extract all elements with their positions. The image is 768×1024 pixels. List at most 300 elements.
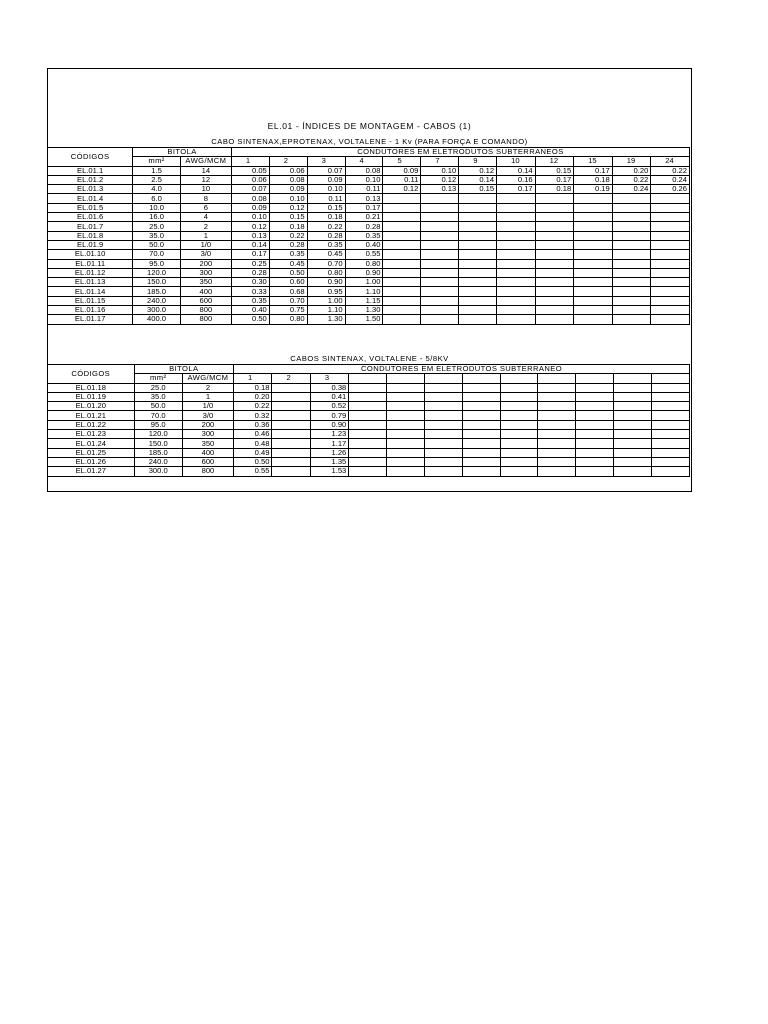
mm-cell[interactable]: 35.0 [134,392,182,401]
codes-header[interactable]: CÓDIGOS [48,365,135,384]
index-cell[interactable]: 0.36 [234,420,272,429]
mm-cell[interactable]: 240.0 [134,457,182,466]
index-cell[interactable]: 1.15 [345,296,383,305]
index-cell[interactable]: 0.90 [310,420,348,429]
index-cell[interactable] [421,306,459,315]
index-cell[interactable] [421,213,459,222]
conductor-count-header[interactable]: 10 [497,157,536,166]
index-cell[interactable] [421,296,459,305]
mm-cell[interactable]: 16.0 [133,213,181,222]
mm-cell[interactable]: 2.5 [133,175,181,184]
index-cell[interactable]: 1.10 [307,306,345,315]
index-cell[interactable] [497,240,536,249]
index-cell[interactable] [421,231,459,240]
index-cell[interactable] [614,448,652,457]
index-cell[interactable]: 0.11 [383,175,421,184]
index-cell[interactable]: 1.50 [345,315,383,324]
index-cell[interactable]: 0.12 [421,175,459,184]
conductor-count-header[interactable]: 24 [651,157,690,166]
index-cell[interactable] [576,392,614,401]
index-cell[interactable]: 0.45 [269,259,307,268]
code-cell[interactable]: EL.01.14 [48,287,133,296]
awg-cell[interactable]: 350 [180,278,231,287]
conductor-count-header[interactable]: 3 [307,157,345,166]
mm-cell[interactable]: 25.0 [134,383,182,392]
index-cell[interactable] [383,306,421,315]
index-cell[interactable] [535,240,574,249]
index-cell[interactable] [535,231,574,240]
index-cell[interactable]: 0.70 [269,296,307,305]
index-cell[interactable] [574,231,613,240]
index-cell[interactable]: 0.11 [307,194,345,203]
index-cell[interactable]: 0.80 [345,259,383,268]
mm-cell[interactable]: 300.0 [134,467,182,476]
index-cell[interactable] [538,430,576,439]
index-cell[interactable]: 0.18 [307,213,345,222]
index-cell[interactable]: 0.06 [269,166,307,175]
code-cell[interactable]: EL.01.8 [48,231,133,240]
index-cell[interactable] [421,250,459,259]
index-cell[interactable]: 0.28 [231,268,269,277]
index-cell[interactable]: 0.08 [269,175,307,184]
index-cell[interactable] [383,296,421,305]
index-cell[interactable] [651,259,690,268]
index-cell[interactable]: 0.10 [307,185,345,194]
conductor-count-header[interactable]: 7 [421,157,459,166]
index-cell[interactable]: 0.35 [345,231,383,240]
index-cell[interactable] [614,402,652,411]
index-cell[interactable] [500,467,538,476]
index-cell[interactable] [421,240,459,249]
index-cell[interactable]: 0.40 [231,306,269,315]
index-cell[interactable] [538,439,576,448]
index-cell[interactable] [535,203,574,212]
index-cell[interactable] [576,420,614,429]
index-cell[interactable] [459,203,497,212]
mm-cell[interactable]: 1.5 [133,166,181,175]
index-cell[interactable]: 0.26 [651,185,690,194]
index-cell[interactable]: 0.14 [459,175,497,184]
awg-cell[interactable]: 8 [180,194,231,203]
conductor-count-header[interactable]: 4 [345,157,383,166]
index-cell[interactable] [574,203,613,212]
index-cell[interactable]: 0.14 [231,240,269,249]
index-cell[interactable] [652,392,690,401]
awg-cell[interactable]: 2 [182,383,233,392]
index-cell[interactable]: 0.41 [310,392,348,401]
mm-cell[interactable]: 120.0 [134,430,182,439]
index-cell[interactable] [612,203,651,212]
awg-header[interactable]: AWG/MCM [180,157,231,166]
mm-cell[interactable]: 6.0 [133,194,181,203]
conductor-count-header[interactable]: 12 [535,157,574,166]
index-cell[interactable] [387,383,425,392]
awg-cell[interactable]: 1 [182,392,233,401]
index-cell[interactable] [272,448,310,457]
code-cell[interactable]: EL.01.4 [48,194,133,203]
index-cell[interactable] [462,467,500,476]
conductor-count-header[interactable] [576,374,614,383]
conductor-count-header[interactable]: 9 [459,157,497,166]
code-cell[interactable]: EL.01.7 [48,222,133,231]
mm-cell[interactable]: 185.0 [134,448,182,457]
index-cell[interactable] [535,213,574,222]
index-cell[interactable] [500,457,538,466]
index-cell[interactable] [574,194,613,203]
mm-cell[interactable]: 150.0 [134,439,182,448]
conductor-count-header[interactable]: 19 [612,157,651,166]
index-cell[interactable]: 0.09 [383,166,421,175]
awg-cell[interactable]: 3/0 [182,411,233,420]
conductors-header[interactable]: CONDUTORES EM ELETRODUTOS SUBTERRANEOS [231,148,689,157]
awg-cell[interactable]: 2 [180,222,231,231]
index-cell[interactable] [459,250,497,259]
index-cell[interactable] [421,194,459,203]
index-cell[interactable]: 0.09 [307,175,345,184]
code-cell[interactable]: EL.01.3 [48,185,133,194]
code-cell[interactable]: EL.01.17 [48,315,133,324]
index-cell[interactable] [424,430,462,439]
index-cell[interactable]: 0.22 [307,222,345,231]
index-cell[interactable]: 0.13 [421,185,459,194]
code-cell[interactable]: EL.01.19 [48,392,135,401]
index-cell[interactable] [462,448,500,457]
mm-header[interactable]: mm² [133,157,181,166]
index-cell[interactable]: 0.35 [307,240,345,249]
index-cell[interactable]: 0.12 [269,203,307,212]
code-cell[interactable]: EL.01.1 [48,166,133,175]
index-cell[interactable]: 0.55 [345,250,383,259]
index-cell[interactable] [462,383,500,392]
index-cell[interactable] [424,392,462,401]
index-cell[interactable] [652,457,690,466]
index-cell[interactable]: 0.17 [231,250,269,259]
index-cell[interactable] [651,296,690,305]
index-cell[interactable] [574,278,613,287]
awg-cell[interactable]: 600 [182,457,233,466]
index-cell[interactable] [612,240,651,249]
index-cell[interactable]: 0.07 [307,166,345,175]
index-cell[interactable] [459,306,497,315]
index-cell[interactable] [421,315,459,324]
index-cell[interactable]: 0.50 [231,315,269,324]
index-cell[interactable] [459,194,497,203]
index-cell[interactable]: 0.49 [234,448,272,457]
index-cell[interactable] [387,420,425,429]
conductor-count-header[interactable]: 5 [383,157,421,166]
index-cell[interactable]: 1.30 [307,315,345,324]
index-cell[interactable] [614,430,652,439]
index-cell[interactable] [574,222,613,231]
index-cell[interactable]: 0.28 [307,231,345,240]
index-cell[interactable] [383,268,421,277]
index-cell[interactable] [576,457,614,466]
mm-cell[interactable]: 70.0 [133,250,181,259]
index-cell[interactable] [459,287,497,296]
index-cell[interactable] [500,411,538,420]
index-cell[interactable] [576,430,614,439]
index-cell[interactable]: 0.40 [345,240,383,249]
index-cell[interactable] [651,213,690,222]
index-cell[interactable]: 0.50 [234,457,272,466]
index-cell[interactable] [424,420,462,429]
index-cell[interactable] [500,448,538,457]
index-cell[interactable] [421,278,459,287]
index-cell[interactable] [652,383,690,392]
index-cell[interactable] [574,287,613,296]
index-cell[interactable]: 1.53 [310,467,348,476]
index-cell[interactable]: 0.45 [307,250,345,259]
index-cell[interactable]: 0.16 [497,175,536,184]
conductor-count-header[interactable] [614,374,652,383]
index-cell[interactable] [272,439,310,448]
index-cell[interactable] [500,402,538,411]
index-cell[interactable] [462,411,500,420]
index-cell[interactable]: 0.15 [535,166,574,175]
index-cell[interactable] [424,467,462,476]
index-cell[interactable] [651,250,690,259]
index-cell[interactable] [612,306,651,315]
index-cell[interactable] [424,457,462,466]
index-cell[interactable] [424,383,462,392]
index-cell[interactable] [383,259,421,268]
index-cell[interactable]: 0.90 [307,278,345,287]
index-cell[interactable] [538,457,576,466]
index-cell[interactable] [574,259,613,268]
index-cell[interactable]: 1.10 [345,287,383,296]
index-cell[interactable] [500,392,538,401]
index-cell[interactable]: 0.14 [497,166,536,175]
index-cell[interactable] [383,240,421,249]
awg-cell[interactable]: 1 [180,231,231,240]
index-cell[interactable]: 0.33 [231,287,269,296]
code-cell[interactable]: EL.01.25 [48,448,135,457]
index-cell[interactable] [535,268,574,277]
index-cell[interactable]: 0.48 [234,439,272,448]
index-cell[interactable]: 0.21 [345,213,383,222]
index-cell[interactable] [538,402,576,411]
index-cell[interactable]: 0.12 [383,185,421,194]
mm-cell[interactable]: 185.0 [133,287,181,296]
index-cell[interactable] [462,402,500,411]
index-cell[interactable]: 1.00 [307,296,345,305]
index-cell[interactable]: 0.22 [269,231,307,240]
index-cell[interactable]: 0.10 [345,175,383,184]
index-cell[interactable] [424,411,462,420]
index-cell[interactable]: 0.20 [234,392,272,401]
index-cell[interactable] [652,467,690,476]
index-cell[interactable]: 0.22 [651,166,690,175]
code-cell[interactable]: EL.01.15 [48,296,133,305]
conductor-count-header[interactable] [387,374,425,383]
code-cell[interactable]: EL.01.20 [48,402,135,411]
mm-header[interactable]: mm² [134,374,182,383]
index-cell[interactable]: 0.13 [231,231,269,240]
mm-cell[interactable]: 4.0 [133,185,181,194]
awg-cell[interactable]: 400 [182,448,233,457]
code-cell[interactable]: EL.01.26 [48,457,135,466]
index-cell[interactable] [612,250,651,259]
index-cell[interactable]: 0.15 [307,203,345,212]
index-cell[interactable] [462,457,500,466]
index-cell[interactable]: 0.13 [345,194,383,203]
code-cell[interactable]: EL.01.16 [48,306,133,315]
index-cell[interactable] [614,392,652,401]
index-cell[interactable] [576,467,614,476]
awg-cell[interactable]: 14 [180,166,231,175]
index-cell[interactable]: 0.17 [497,185,536,194]
index-cell[interactable] [349,402,387,411]
code-cell[interactable]: EL.01.18 [48,383,135,392]
index-cell[interactable] [421,287,459,296]
index-cell[interactable] [614,457,652,466]
index-cell[interactable]: 0.70 [307,259,345,268]
index-cell[interactable]: 0.18 [535,185,574,194]
index-cell[interactable]: 0.95 [307,287,345,296]
index-cell[interactable] [651,306,690,315]
index-cell[interactable] [535,194,574,203]
awg-cell[interactable]: 3/0 [180,250,231,259]
index-cell[interactable] [421,203,459,212]
index-cell[interactable] [574,240,613,249]
index-cell[interactable] [652,430,690,439]
index-cell[interactable] [387,430,425,439]
index-cell[interactable] [576,383,614,392]
index-cell[interactable] [349,420,387,429]
index-cell[interactable] [349,383,387,392]
index-cell[interactable]: 1.23 [310,430,348,439]
index-cell[interactable] [535,315,574,324]
index-cell[interactable]: 1.35 [310,457,348,466]
index-cell[interactable]: 0.24 [651,175,690,184]
index-cell[interactable] [538,411,576,420]
index-cell[interactable] [538,383,576,392]
index-cell[interactable]: 0.32 [234,411,272,420]
index-cell[interactable]: 0.52 [310,402,348,411]
index-cell[interactable] [574,250,613,259]
awg-cell[interactable]: 12 [180,175,231,184]
index-cell[interactable] [652,448,690,457]
index-cell[interactable] [424,448,462,457]
index-cell[interactable]: 0.35 [231,296,269,305]
index-cell[interactable] [383,287,421,296]
index-cell[interactable] [462,430,500,439]
index-cell[interactable] [383,194,421,203]
index-cell[interactable]: 0.22 [612,175,651,184]
index-cell[interactable] [500,383,538,392]
mm-cell[interactable]: 50.0 [134,402,182,411]
index-cell[interactable]: 0.79 [310,411,348,420]
index-cell[interactable] [538,467,576,476]
conductor-count-header[interactable] [538,374,576,383]
index-cell[interactable] [424,402,462,411]
index-cell[interactable]: 0.12 [231,222,269,231]
index-cell[interactable] [497,296,536,305]
awg-cell[interactable]: 4 [180,213,231,222]
code-cell[interactable]: EL.01.21 [48,411,135,420]
index-cell[interactable] [612,296,651,305]
index-cell[interactable] [500,430,538,439]
index-cell[interactable] [497,287,536,296]
index-cell[interactable] [612,278,651,287]
index-cell[interactable] [272,420,310,429]
index-cell[interactable]: 0.17 [345,203,383,212]
index-cell[interactable]: 0.18 [269,222,307,231]
index-cell[interactable] [387,411,425,420]
index-cell[interactable] [576,439,614,448]
index-cell[interactable] [387,467,425,476]
index-cell[interactable]: 0.17 [574,166,613,175]
index-cell[interactable]: 0.18 [234,383,272,392]
index-cell[interactable] [459,259,497,268]
index-cell[interactable] [497,194,536,203]
index-cell[interactable] [612,194,651,203]
index-cell[interactable] [459,240,497,249]
index-cell[interactable]: 0.12 [459,166,497,175]
awg-cell[interactable]: 6 [180,203,231,212]
conductor-count-header[interactable]: 3 [310,374,348,383]
index-cell[interactable] [535,287,574,296]
code-cell[interactable]: EL.01.27 [48,467,135,476]
index-cell[interactable] [614,411,652,420]
mm-cell[interactable]: 400.0 [133,315,181,324]
awg-cell[interactable]: 1/0 [180,240,231,249]
conductor-count-header[interactable]: 1 [234,374,272,383]
index-cell[interactable]: 0.80 [269,315,307,324]
index-cell[interactable]: 0.10 [269,194,307,203]
conductor-count-header[interactable] [349,374,387,383]
index-cell[interactable]: 0.05 [231,166,269,175]
index-cell[interactable] [349,457,387,466]
awg-header[interactable]: AWG/MCM [182,374,233,383]
index-cell[interactable] [462,420,500,429]
index-cell[interactable]: 0.18 [574,175,613,184]
index-cell[interactable] [538,448,576,457]
conductor-count-header[interactable]: 1 [231,157,269,166]
awg-cell[interactable]: 300 [182,430,233,439]
index-cell[interactable] [387,457,425,466]
index-cell[interactable] [612,268,651,277]
awg-cell[interactable]: 600 [180,296,231,305]
index-cell[interactable]: 0.55 [234,467,272,476]
index-cell[interactable] [651,222,690,231]
mm-cell[interactable]: 150.0 [133,278,181,287]
index-cell[interactable] [651,240,690,249]
index-cell[interactable] [651,268,690,277]
index-cell[interactable] [652,420,690,429]
code-cell[interactable]: EL.01.11 [48,259,133,268]
index-cell[interactable]: 1.30 [345,306,383,315]
index-cell[interactable] [349,439,387,448]
index-cell[interactable]: 0.60 [269,278,307,287]
code-cell[interactable]: EL.01.12 [48,268,133,277]
index-cell[interactable] [612,315,651,324]
mm-cell[interactable]: 70.0 [134,411,182,420]
index-cell[interactable] [576,402,614,411]
index-cell[interactable] [576,411,614,420]
codes-header[interactable]: CÓDIGOS [48,148,133,167]
awg-cell[interactable]: 200 [182,420,233,429]
index-cell[interactable] [383,315,421,324]
index-cell[interactable] [651,278,690,287]
code-cell[interactable]: EL.01.5 [48,203,133,212]
index-cell[interactable] [383,278,421,287]
index-cell[interactable]: 0.09 [231,203,269,212]
awg-cell[interactable]: 200 [180,259,231,268]
index-cell[interactable] [272,457,310,466]
index-cell[interactable] [462,392,500,401]
code-cell[interactable]: EL.01.9 [48,240,133,249]
